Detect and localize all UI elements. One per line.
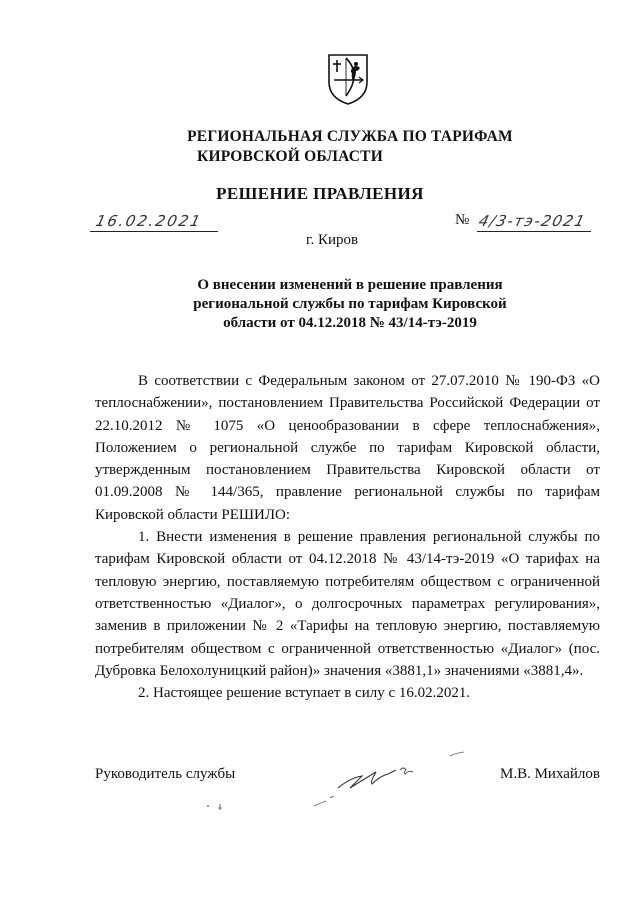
organization-name-line2: КИРОВСКОЙ ОБЛАСТИ — [197, 148, 383, 165]
signature-row — [95, 766, 600, 790]
subject-line: О внесении изменений в решение правления — [197, 277, 503, 293]
date-underline — [90, 231, 218, 232]
subject-line: региональной службы по тарифам Кировской — [193, 296, 507, 312]
preamble-paragraph: В соответствии с Федеральным законом от 27.07.2010 № 190-ФЗ «О теплоснабжении», постановлением Правительства Российской Федерации от 22.10.2012 № 1075 «О ценообразовании в сфере теплоснабжения», Положением о региональной службе по тарифам Кировской области, утвержденным постановлением Правительства Кировской области от 01.09.2008 № 144/365, правление региональной службы по тарифам Кировской области РЕШИЛО: — [95, 373, 600, 523]
number-underline — [477, 231, 591, 232]
kirov-coat-of-arms-icon — [326, 52, 370, 106]
decision-number-field — [455, 212, 595, 234]
number-sign: № — [455, 212, 470, 228]
decision-subject — [150, 276, 550, 333]
clause-2-paragraph: 2. Настоящее решение вступает в силу с 16.02.2021. — [138, 685, 471, 702]
city-label: г. Киров — [306, 232, 359, 248]
decision-date-field — [90, 212, 220, 234]
handwritten-number: 4/3-тэ-2021 — [476, 212, 588, 230]
organization-name-line1: РЕГИОНАЛЬНАЯ СЛУЖБА ПО ТАРИФАМ — [187, 128, 513, 145]
handwritten-date: 16.02.2021 — [94, 212, 204, 230]
subject-line: области от 04.12.2018 № 43/14-тэ-2019 — [223, 315, 477, 331]
signatory-name: М.В. Михайлов — [499, 766, 600, 782]
signatory-position: Руководитель службы — [95, 766, 236, 782]
scan-marks — [200, 800, 230, 830]
clause-1-paragraph: 1. Внести изменения в решение правления региональной службы по тарифам Кировской области от 04.12.2018 № 43/14-тэ-2019 «О тарифах на тепловую энергию, поставляемую потребителям обществом с ограниченной ответственностью «Диалог», о долгосрочных параметрах регулирования», заменив в приложении № 2 «Тарифы на тепловую энергию, поставляемую потребителям обществом с ограниченной ответственностью «Диалог» (пос. Дубровка Белохолуницкий район)» значения «3881,1» значениями «3881,4». — [95, 529, 600, 679]
document-type-title: РЕШЕНИЕ ПРАВЛЕНИЯ — [216, 184, 424, 203]
decision-body — [95, 370, 600, 704]
